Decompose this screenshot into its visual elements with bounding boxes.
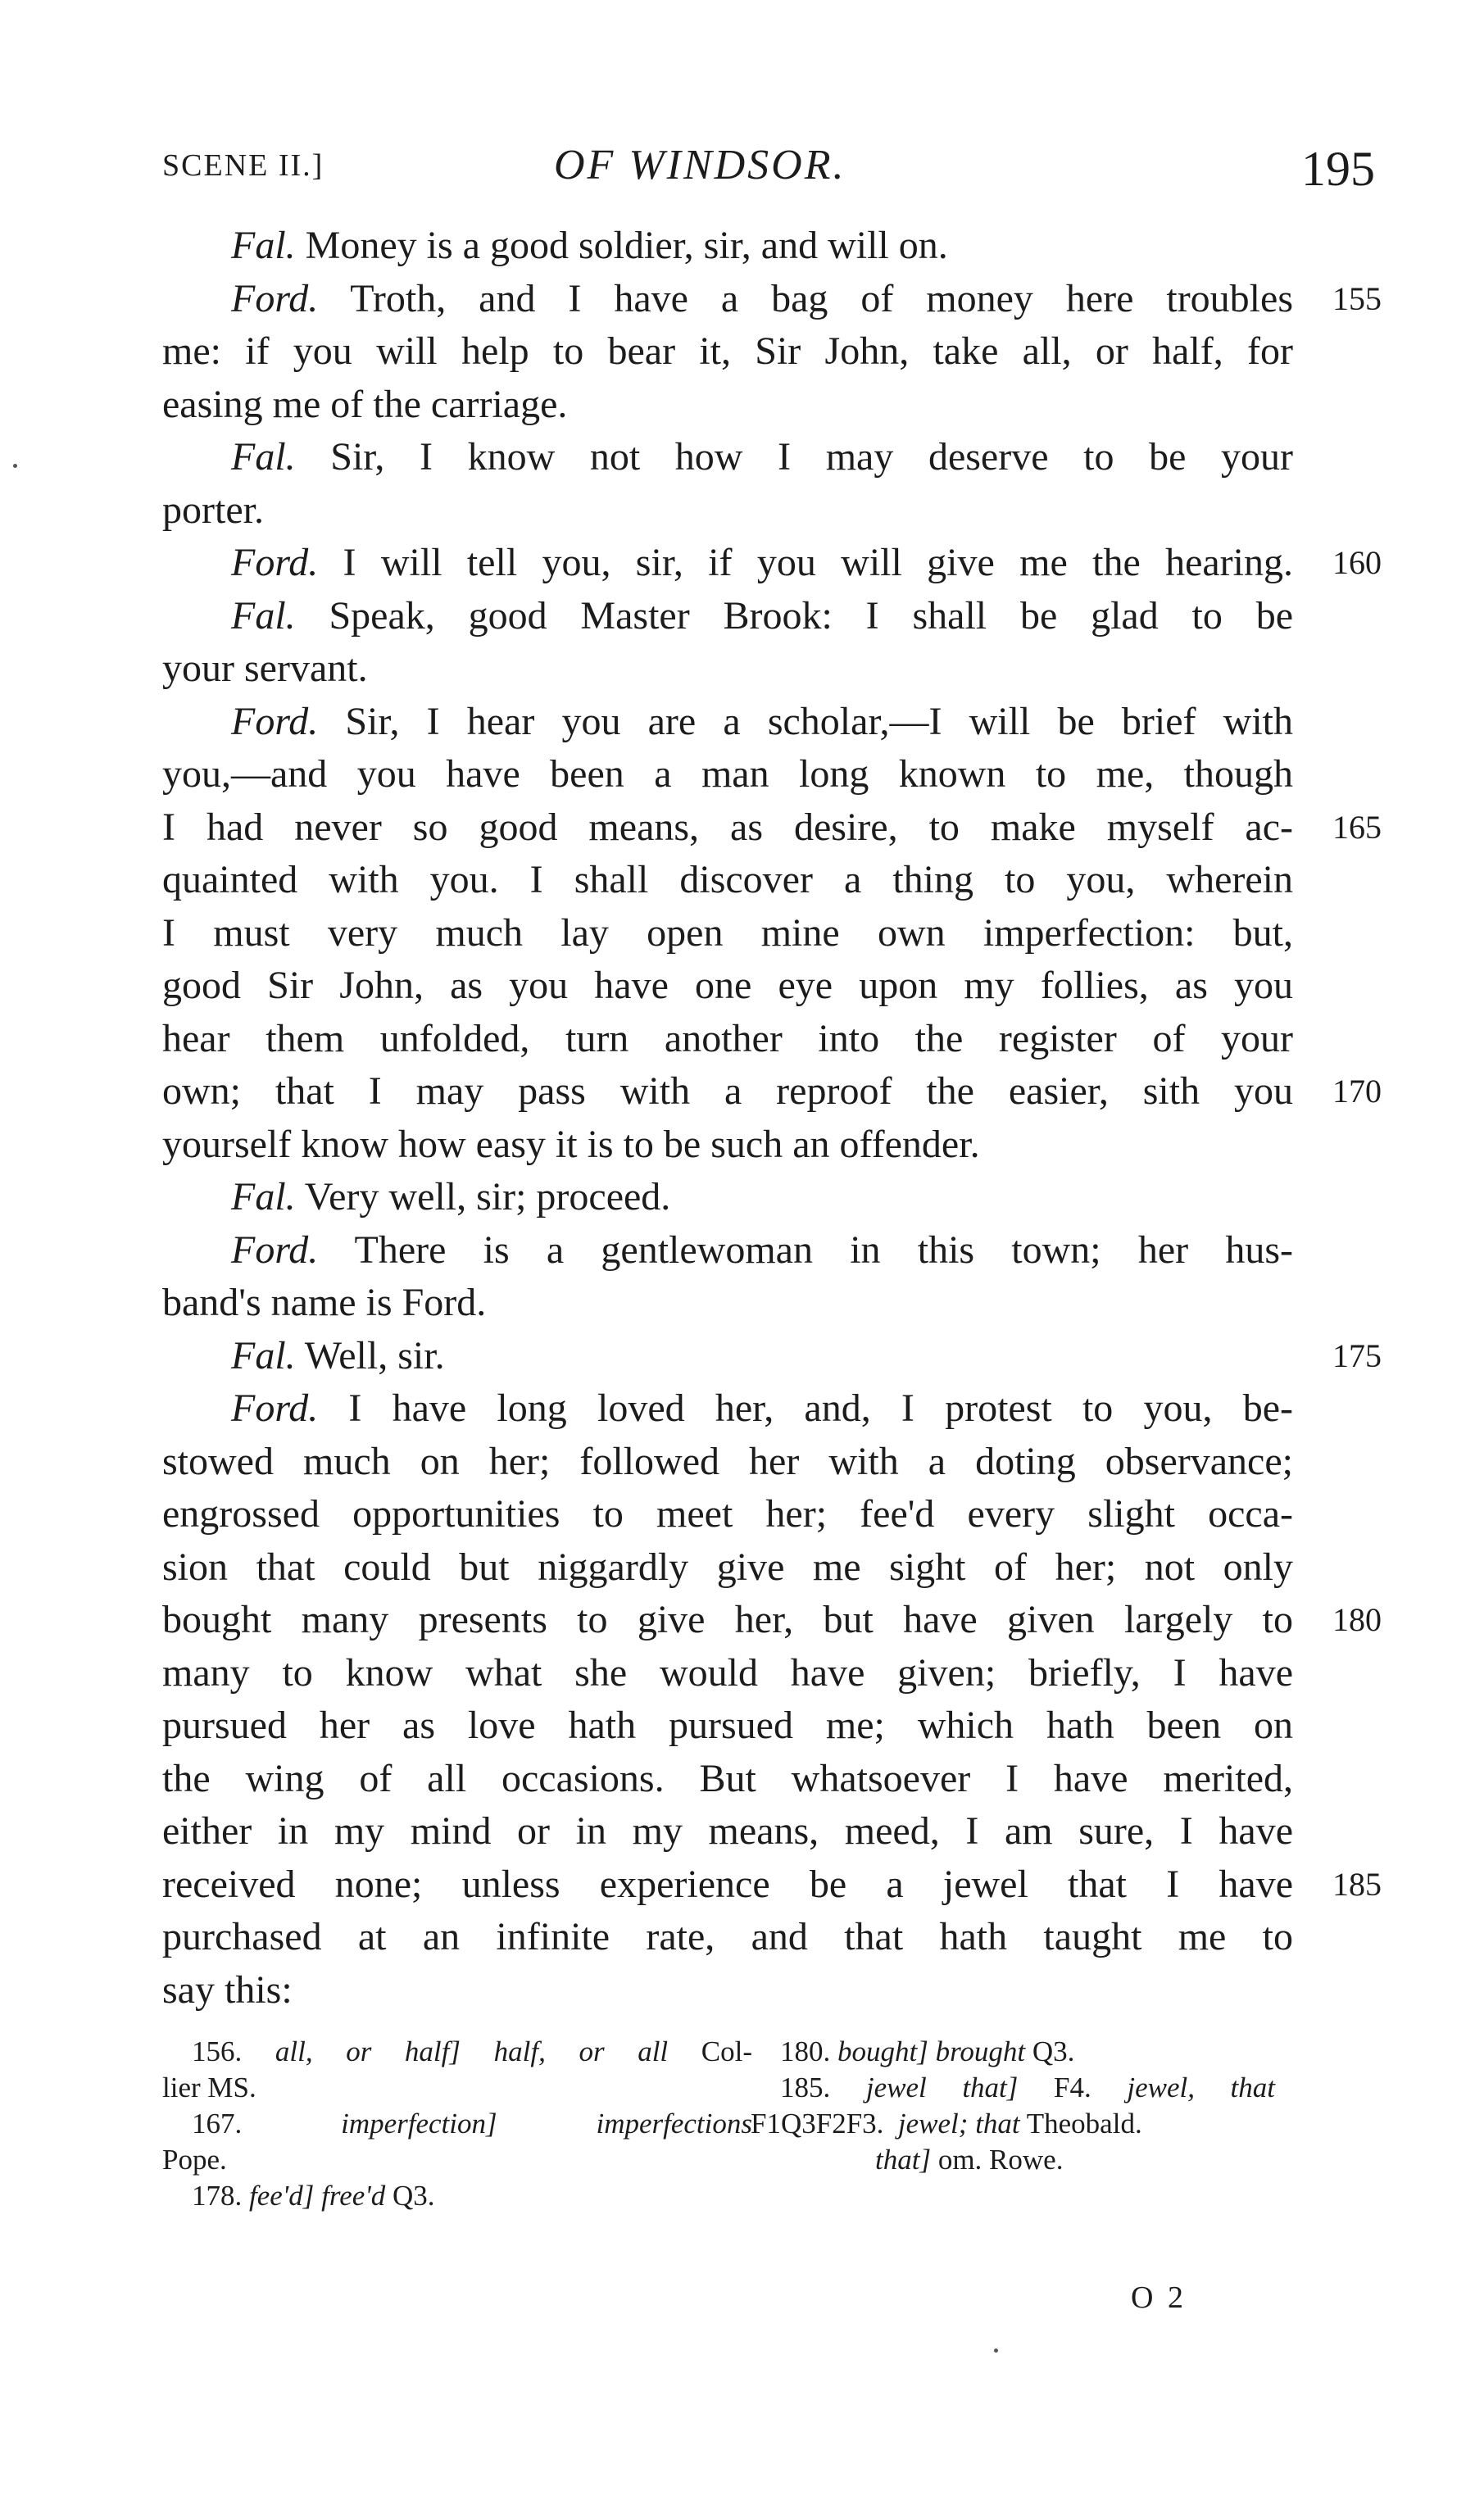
text-line [162, 590, 1293, 643]
line-text: the wing of all occasions. But whatsoever I have merited, [162, 1756, 1293, 1800]
text-line [162, 220, 1293, 273]
line-text: There is a gentlewoman in this town; her hus- [318, 1228, 1293, 1272]
text-line [162, 854, 1293, 907]
footnote-156: 156. all, or half] half, or all Col- [192, 2035, 753, 2067]
line-text: pursued her as love hath pursued me; which hath been on [162, 1704, 1293, 1747]
line-text: Sir, I hear you are a scholar,—I will be brief with [318, 699, 1293, 743]
line-text: Well, sir. [295, 1333, 445, 1377]
text-line [162, 1330, 1382, 1383]
line-text: good Sir John, as you have one eye upon my follies, as you [162, 964, 1293, 1007]
page-number: 195 [1301, 142, 1375, 196]
footnotes-left [162, 2034, 752, 2214]
line-text: stowed much on her; followed her with a doting observance; [162, 1439, 1293, 1483]
text-line [162, 1488, 1293, 1541]
speaker-name: Fal. [231, 1175, 296, 1218]
footnotes-right [751, 2034, 1275, 2178]
text-line [162, 379, 1293, 432]
footnote-185: 185. jewel that] F4. jewel, that [780, 2072, 1276, 2103]
line-text: Speak, good Master Brook: I shall be glad to be [295, 593, 1293, 638]
line-text: say this: [162, 1967, 293, 2012]
line-number: 185 [1332, 1865, 1382, 1903]
line-number: 170 [1332, 1073, 1382, 1110]
text-line [162, 1699, 1293, 1753]
text-line [162, 1171, 1293, 1224]
speaker-name: Fal. [231, 1333, 296, 1377]
text-line [162, 537, 1382, 590]
text-line [162, 1964, 1293, 2017]
speaker-name: Fal. [231, 224, 296, 267]
running-title: OF WINDSOR. [554, 142, 846, 188]
line-text: Troth, and I have a bag of money here troubles [318, 276, 1293, 320]
text-line [162, 1224, 1293, 1277]
line-text: you,—and you have been a man long known to me, though [162, 752, 1293, 796]
line-text: porter. [162, 488, 264, 532]
line-number: 160 [1332, 544, 1382, 581]
line-text: I will tell you, sir, if you will give me the hearing. [318, 541, 1293, 584]
speaker-name: Ford. [231, 699, 319, 743]
speaker-name: Ford. [231, 541, 319, 584]
line-text: received none; unless experience be a jewel that I have [162, 1862, 1293, 1906]
text-line [162, 1647, 1293, 1700]
line-text: quainted with you. I shall discover a thing to you, wherein [162, 858, 1293, 901]
text-line [162, 696, 1293, 749]
line-text: band's name is Ford. [162, 1281, 487, 1324]
footnote-167: 167. imperfection] imperfections [192, 2108, 752, 2140]
footnote-185-cont2: that] om. Rowe. [875, 2144, 1064, 2176]
text-line [162, 431, 1293, 484]
text-line [162, 1277, 1293, 1330]
text-line [162, 1594, 1382, 1647]
line-text: I have long loved her, and, I protest to you, be- [318, 1386, 1293, 1430]
footnote-156-cont: lier MS. [162, 2072, 256, 2103]
line-text: Money is a good soldier, sir, and will on. [295, 224, 948, 267]
line-text: bought many presents to give her, but have given largely to [162, 1598, 1293, 1641]
line-text: sion that could but niggardly give me sight of her; not only [162, 1545, 1293, 1589]
line-text: Sir, I know not how I may deserve to be your [295, 435, 1293, 479]
text-line [162, 1436, 1293, 1489]
line-text: yourself know how easy it is to be such an offender. [162, 1122, 980, 1166]
footnote-167-cont: Pope. [162, 2144, 227, 2176]
line-number: 165 [1332, 808, 1382, 846]
line-text: me: if you will help to bear it, Sir John, take all, or half, for [162, 329, 1293, 373]
line-text: purchased at an infinite rate, and that hath taught me to [162, 1915, 1293, 1958]
text-line [162, 325, 1293, 379]
text-line [162, 1065, 1382, 1119]
footnote-185-cont: F1Q3F2F3. jewel; that Theobald. [751, 2108, 1142, 2140]
text-line [162, 1541, 1293, 1595]
line-text: your servant. [162, 647, 368, 690]
speaker-name: Fal. [231, 435, 296, 479]
text-line [162, 1858, 1382, 1912]
text-line [162, 1753, 1293, 1806]
margin-speck [13, 464, 17, 468]
speaker-name: Ford. [231, 1386, 319, 1430]
text-line [162, 642, 1293, 696]
line-number: 155 [1332, 279, 1382, 317]
text-line [162, 801, 1382, 855]
text-line [162, 748, 1293, 801]
text-line [162, 960, 1293, 1013]
play-text [162, 220, 1382, 2017]
speaker-name: Ford. [231, 1228, 319, 1272]
speaker-name: Fal. [231, 593, 296, 638]
footnote-178: 178. fee'd] free'd Q3. [192, 2180, 435, 2212]
running-header [162, 141, 1375, 206]
signature-mark: O 2 [1131, 2280, 1187, 2315]
line-text: easing me of the carriage. [162, 382, 568, 426]
text-line [162, 273, 1382, 326]
line-number: 175 [1332, 1336, 1382, 1374]
text-line [162, 1911, 1293, 1964]
line-text: hear them unfolded, turn another into the register of your [162, 1016, 1293, 1060]
footnote-180: 180. bought] brought Q3. [780, 2035, 1075, 2067]
line-text: either in my mind or in my means, meed, I am sure, I have [162, 1809, 1293, 1853]
line-text: I had never so good means, as desire, to make myself ac- [162, 805, 1293, 849]
line-number: 180 [1332, 1601, 1382, 1638]
line-text: I must very much lay open mine own imperfection: but, [162, 910, 1293, 955]
speaker-name: Ford. [231, 276, 319, 320]
text-line [162, 1119, 1293, 1172]
text-line [162, 1382, 1293, 1436]
line-text: engrossed opportunities to meet her; fee'd every slight occa- [162, 1492, 1293, 1536]
bottom-speck [994, 2348, 998, 2353]
line-text: Very well, sir; proceed. [295, 1175, 671, 1218]
text-line [162, 1805, 1293, 1858]
scene-label: SCENE II.] [162, 148, 324, 183]
text-line [162, 907, 1293, 960]
text-line [162, 484, 1293, 538]
line-text: many to know what she would have given; briefly, I have [162, 1650, 1293, 1695]
line-text: own; that I may pass with a reproof the easier, sith you [162, 1069, 1293, 1113]
text-line [162, 1013, 1293, 1066]
